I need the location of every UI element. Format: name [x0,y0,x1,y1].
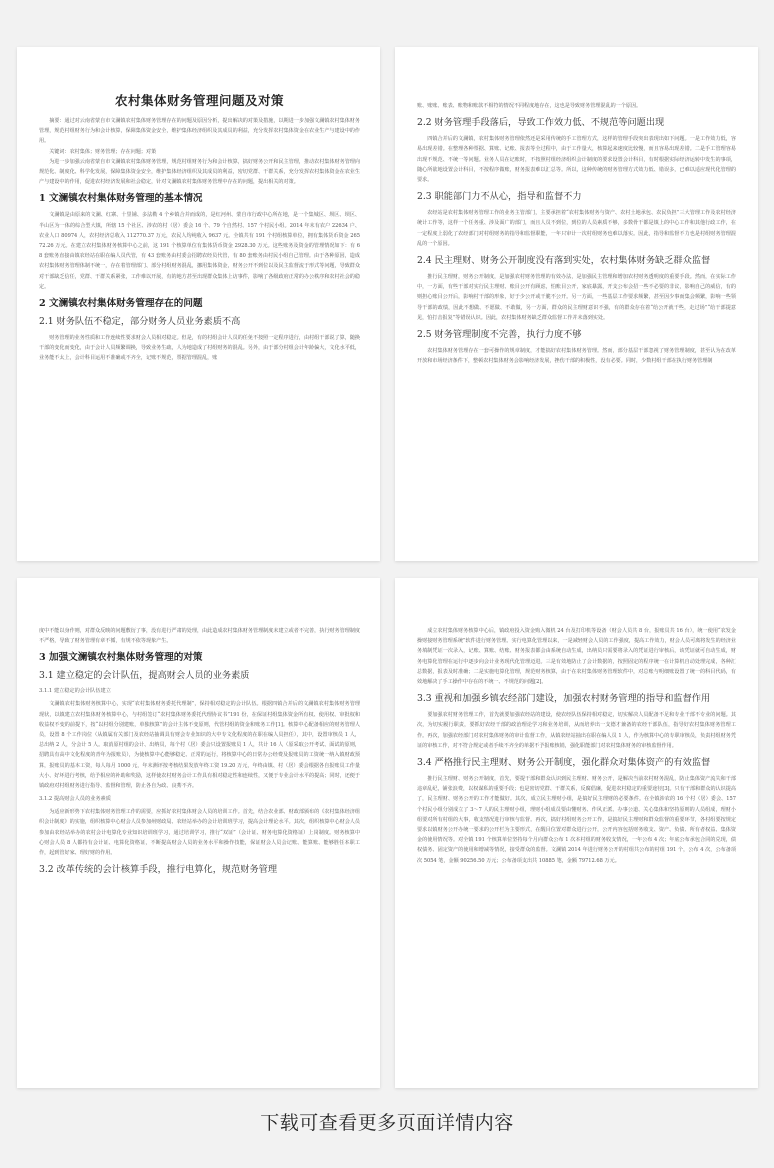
section-3-1-2-heading: 3.1.2 提高财会人员的业务素质 [39,796,111,803]
section-3-2-body: 成立农村集体财务核算中心后，镇政府投入资金购入微机 24 台及打印机等设备（财会人员共 8 台，报账员共 16 台），统一使用“农发金操财接财务管理系统”软件进行财务管理。实行电算化管理以来，一是减轻财会人员的工作强度，提高工作效力，财会人员可离将发生的经济业务填制凭证一次录入，记账、算账、结账、财务报表都会由系统自动生成，出纳员只需要将录入的凭证进行审核后，该凭证就可自动生成，财务电算化管理在运行中逐步向会计业务现代化管理迈进。三是有效地防止了会计数据的，按照固定的程序统一在计算机自动处理完成，各种汇总数据，报表及时准确；二是实施电算化管理，规范财务核算，由于在农村集体财务管理软件中，对总账与明细账设置了统一的科目代码，有效地解决了手工操作中存在的不统一、不规范的问题[2]。 [417,628,736,686]
carry-over-text: 度中不能以身作则，对群众反映的问题敷衍了事，没有进行严肃的处理，由此造成农村集体财务管理制度未建立或者不完善，执行财务管理制度不严格，导致了财务管理有章不循，有规不依等现象产生。 [39,628,360,645]
carry-over-text: 账、账账、账表、账物和账款不相符的情况不同程度地存在，这也是导致财务管理混乱的一个原因。 [417,103,642,109]
section-2-1-heading: 2.1 财务队伍不稳定，部分财务人员业务素质不高 [39,316,241,328]
section-2-5-heading: 2.5 财务管理制度不完善，执行力度不够 [417,329,582,341]
section-2-5-body: 农村集体财务管理存在一套可操作的规章制度，才能搞好农村集体财务管理。然而，部分基层干部忽视了财务管理制度，甚至认为在改革开放和市场经济条件下，整顿农村集体财务会影响经济发展，挫伤干部的积极性，没有必要。同时，少数村组干部在执行财务管理制 [417,348,736,365]
section-2-4-heading: 2.4 民主理财、财务公开制度没有落到实处，农村集体财务缺乏群众监督 [417,255,711,267]
section-3-1-1-heading: 3.1.1 建立稳定的会计队伍建立 [39,688,111,695]
section-3-3-heading: 3.3 重视和加强乡镇农经部门建设，加强农村财务管理的指导和监督作用 [417,693,711,705]
abstract: 摘要：通过对云南省蒙自市文澜镇农村集体财务管理存在的问题及原因分析，提出解决的对策及措施，以期进一步加强文澜镇农村集体财务管理，规范村组财务行为和会计核算，保障集体资金安全，维护集体经济组织及其成员的利益，充分发挥农村集体资金在农业生产与建设中的作用。 [39,118,360,145]
document-page-1 [17,47,380,561]
section-3-1-heading: 3.1 建立稳定的会计队伍，提高财会人员的业务素质 [39,670,250,682]
download-more-link[interactable]: 下载可查看更多页面详情内容 [260,1112,514,1134]
section-3-3-body: 要加强农村财务管理工作，首先就要加强农经站的建设，使农经队伍保持相对稳定，切实解决人员配备不足和专业干部不专业的问题。其次，为切实履行职责，要抓好农经干部的政治理论学习和业务培训，从而培养出一支德才兼备的农经干部队伍，指导好农村集体财务管理工作。再次，加强农经部门对农村集体财务的审计监督工作，从镇农经站抽出在职在编人员 1 人，作为核算中心的专职审核员，负责村组财务凭证的审核工作，对不符合规定或者手续不齐全的单据不予报账核销，强化职能部门对农村集体财务的审核监督作用。 [417,712,736,749]
section-2-heading: 2 文澜镇农村集体财务管理存在的问题 [39,298,203,310]
section-3-heading: 3 加强文澜镇农村集体财务管理的对策 [39,652,203,664]
section-3-1-2-body: 为适应新形势下农村集体财务管理工作的需要，应抓好农村集体财会人员的培训工作。首先，结合农业部、财政部颁布的《农村集体经济组织会计制度》的实施，组织核算中心财会人员参加州财政局、农经站举办的会计培训班学习，提高会计理论水平。其次，组织核算中心财会人员参加由农经站举办的农村会计电算化专业知识培训班学习，通过培训学习，推行“双证”（会计证、财务电算化资格证）上岗制度。财务核算中心财会人员 8 人都持有会计证、电算化资格证，不断提高财会人员的业务水平和操作技能，保证财会人员会记账、能算账、能够胜任本职工作，起到管好家、理好财的作用。 [39,809,360,857]
section-3-1-1-body: 文澜镇农村集体财务核算中心，实现“农村集体财务委托代理制”，保持相对稳定的会计队伍。根据四镇合并后的文澜镇农村集体财务管理现状，以镇建立农村集体财务核算中心，与村组签订“农村集体财务委托代理协议书”191 份，在保证村组集体资金所有权、使用权、审批权和收益权不变的前提下，按“以村组分别建账，单独核算”的会计主体不变原则，代管村组的资金和账务工作[1]。核算中心配备相应的财务管理人员，设置 8 个工作岗位（从镇属有关部门及农经站抽调具有财会专业知识的大中专文化程度的在职在编人员担任），其中，设置审核员 1 人，总出纳 2 人，分会计 5 人。取消原村组的会计、出纳员，每个村（居）委会只设置报账员 1 人，共计 16 人（原采取公开考试、面试的原则，招聘具有高中文化程度的青年为报账员），为使核算中心能够稳定、正常的运行，将核算中心的日常办公经费及报账员的工资统一纳入镇财政预算，报账员的基本工资，每人每月 1000 元，年末测评按考核结果发放年终工资 19.20 万元，年终由镇、村（居）委会根据各自报账员工作量大小、好坏进行考核，给予相应的补助和奖励，这样使农村财务会计工作具有相对稳定性和连续性，又便于专业会计水平的提高；同时，还便于镇政府对村组财务进行指导、监督和管理，防止各自为政、良莠不齐。 [39,701,360,790]
section-1-body: 文澜镇是由原来的文澜、红寨、十里铺、多法勒 4 个乡镇合并而成的，是红河州、蒙自市行政中心所在地，是一个集城区、坝区、坝区、半山区为一体的综合型大镇，所辖 15 个社区、涉农的村（居）委会 16 个、79 个自然村、157 个村民小组。2014 年末有农户 22634 户、农业人口 80974 人，农村经济总收入 112770.37 万元，农民人均纯收入 9637 元。全镇共有 191 个村组核算单位，拥有集体货币资金 26572.26 万元。在建立农村集体财务核算中心之前，这 191 个核算单位有集体货币资金 2928.30 万元。这些账务及资金的管理情况如下：有 68 套账务直接由镇农经站在职在编人员代管，有 43 套账务由村委会招聘农经员代管，有 80 套账务由村民小组自己管理。由于各种原因，造成农村集体财务管理体制不统一，存在着管理部门、部分村组财务混乱，挪用集体资金，财务公开不到位以及民主监督流于形式等问题，导致群众对干部缺乏信任，党群、干群关系紧张，工作难以开展，有的地方甚至出现群众集体上访事件，影响了各级政府正常的办公秩序和农村社会的稳定。 [39,212,360,290]
section-2-1-body: 财务管理的业务性质和工作连续性要求财会人员相对稳定。但是，有的村组会计人员的任免不按照一定程序进行，由村组干部说了算，随换干部的变化而变化，由于会计人员频繁调换，导致业务生疏，人为地造成了村组财务的混乱。另外，由于部分村组会计年龄偏大，文化水平低，业务能不太上，会计科目运用不准确或不齐全，记账不规范，票据管理混乱，账 [39,335,360,362]
document-page-2 [395,47,758,561]
paper-title: 农村集体财务管理问题及对策 [114,93,284,108]
section-2-2-heading: 2.2 财务管理手段落后，导致工作效力低、不规范等问题出现 [417,117,665,129]
section-1-heading: 1 文澜镇农村集体财务管理的基本情况 [39,193,203,205]
document-page-4 [395,578,758,1088]
introduction: 为进一步加强云南省蒙自市文澜镇农村集体财务管理，规范村组财务行为和会计核算，搞好财务公开和民主管理，推动农村集体财务管理向规范化、制度化、科学化发展，保障集体资金安全，维护集体经济组织及其成员的利益，密切党群、干群关系，充分发挥农村集体资金在农业生产与建设中的作用，促进农村经济发展和社会稳定，针对文澜镇农村集体财务管理中存在的问题，提出相关的对策。 [39,158,360,186]
section-2-3-body: 农经站是农村集体财务管理工作的业务主管部门，主要承担着“农村集体财务与资产、农村土地承包、农民负担”三大管理工作及农村经济统计工作等，这样一个任务重、涉及面广的部门，而且人员不到位，到位的人员素质不够，多数骨干都是镇上的中心工作和其他行政工作，在一定程度上弱化了农经部门对村组财务的指导和监督职能，一年只审计一次村组财务也难以落实。因此，指导和监督不力也是村组财务管理混乱的一个原因。 [417,210,736,247]
section-2-3-heading: 2.3 职能部门力不从心，指导和监督不力 [417,191,582,203]
document-page-3 [17,578,380,1088]
keywords: 关键词：农村集体；财务管理；存在问题；对策 [49,148,157,155]
section-3-2-heading: 3.2 改革传统的会计核算手段，推行电算化，规范财务管理 [39,864,278,876]
section-3-4-body: 推行民主理财、财务公开制度，首先，要提干部和群众认识到民主理财、财务公开，是解决当前农村财务混乱，防止集体资产流失和干部违章乱纪，铺张浪费，以权谋私的重要手段；也是密切党群、干群关系，反腐倡廉，促进农村稳定的重要途径[3]。只有干部和群众的认识提高了，民主理财、财务公开的工作才能做好。其次，成立民主理财小组，是搞好民主理财的必要条件。在全镇涉农的 16 个村（居）委会、157 个村民小组分别成立了 3～7 人的民主理财小组，理财小组成员要由懂财务、作风正派、办事公道、关心集体和坚持原则的人员组成，理财小组要对所有村组的大事，收支情况进行审核与监督。再次，搞好村组财务公开工作，是搞好民主理财和群众监督的重要环节，各村组要按规定要求以镇财务公开办统一要求的公开栏为主要形式，在醒目位置对群众进行公开，公开内容包括财务收支、资产、负债、所有者权益、集体资金的使用情况等。对全镇 191 个核算单位坚持每个月向群众公布 1 次本村组的财务收支情况，一年公布 4 次；年底公布承包合同的兑现，债权债务、固定资产的使用和增减等情况，接受群众的监督。文澜镇 2014 年进行财务公开的村组共公布的村组 191 个，公布 4 次，公布备项次 5054 笔，金额 90256.50 万元；公布备项支出共 10885 笔，金额 79712.68 万元。 [417,776,736,864]
section-2-4-body: 推行民主理财，财务公开制度，是加强农村财务管理的有效办法，是加强民主管理和增加农村财务透明度的重要手段。然而，在实际工作中，一方面，有些干部对实行民主理财、账目公开有顾虑，怕账目公开，家底暴露，开支公布会招一些不必要的非议，影响自己的威信，有的则担心账目公开后，影响村干部的形象，好于少公开或干脆不公开。另一方面，一些基层工作要求频繁，甚至因少事而集会频繁，影响一些领导干部的政绩，因此不想做、不愿做、不敢做，另一方面，群众的民主理财意识不强，有的群众存在着“给公开就干些，走过场”“给干部提意见，怕打击报复”等错误认识。因此，农村集体财务缺乏群众监督工作并未落到实处。 [417,274,736,321]
section-2-2-body: 四镇合并后的文澜镇，农村集体财务管理依然还是采用传统的手工管理方式，这样的管理手段突出表现出如下问题。一是工作效力低，容易出现差错。在整理各种票据、算账、记账、报表等全过程中，由于工作量大，核算起来速度比较慢，而且容易出现差错。二是手工管理容易出现不规范、不统一等问题。业务人员在记账时，不按照村组经济组织会计制度的要求设置会计科目，有时根据实际经济运转中发生的事项，随心所欲地设置会计科目，不按程序做账，财务报表难以汇总等。所以，这种传统的财务管理方式效力低、错误多，已难以适应现代化管理的要求。 [417,136,736,184]
section-3-4-heading: 3.4 严格推行民主理财、财务公开制度，强化群众对集体资产的有效监督 [417,757,711,769]
